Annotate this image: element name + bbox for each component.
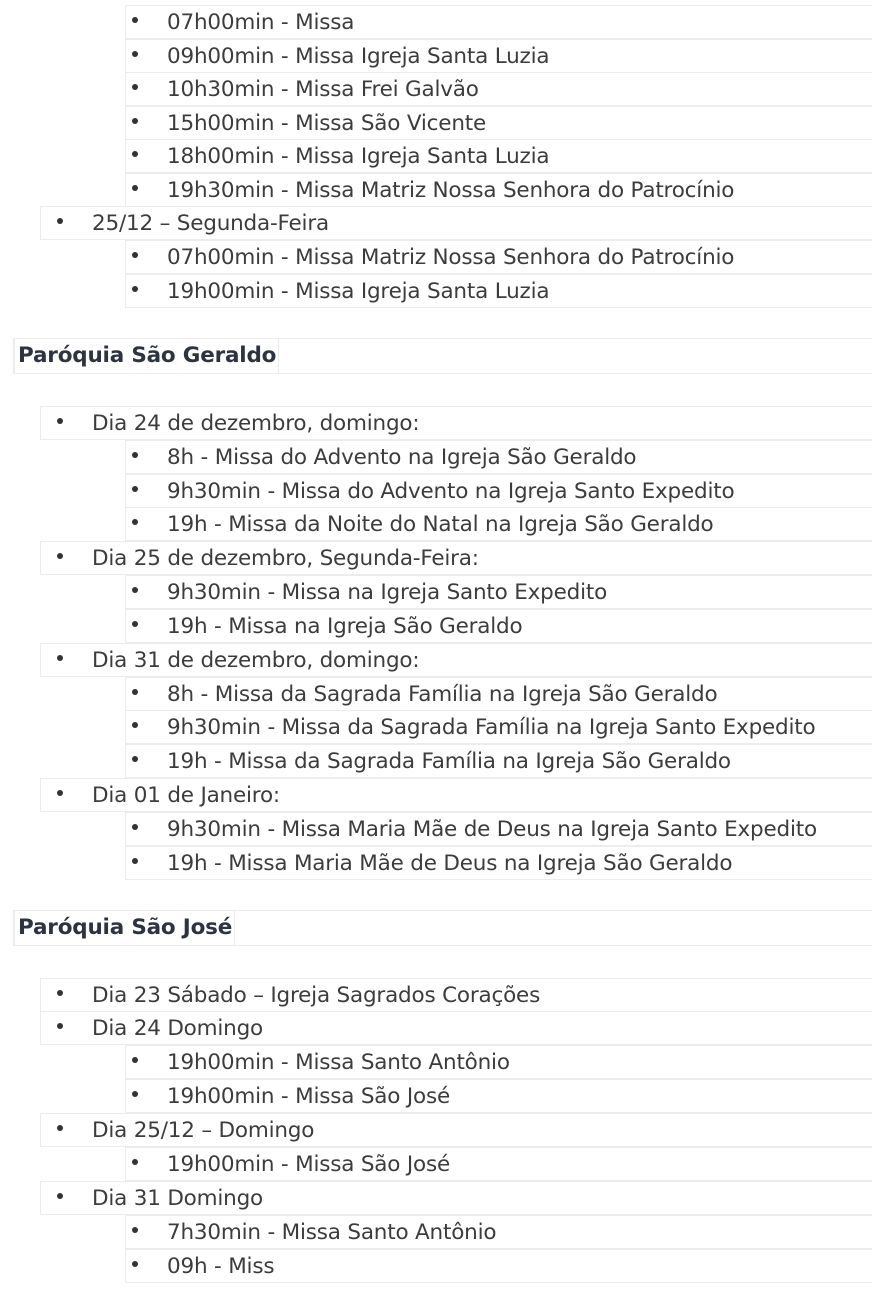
day-item: Dia 31 de dezembro, domingo:	[40, 643, 872, 677]
list-item: 9h30min - Missa do Advento na Igreja Santo Expedito	[125, 474, 872, 508]
list-item: 19h30min - Missa Matriz Nossa Senhora do Patrocínio	[125, 173, 872, 207]
list-item: 8h - Missa do Advento na Igreja São Geraldo	[125, 440, 872, 474]
bullet-icon	[132, 689, 138, 695]
bullet-icon	[57, 655, 63, 661]
day-item: Dia 24 Domingo	[40, 1011, 872, 1045]
bullet-icon	[57, 1125, 63, 1131]
bullet-icon	[57, 1193, 63, 1199]
list-item: 19h - Missa da Sagrada Família na Igreja São Geraldo	[125, 744, 872, 778]
section-heading-sao-jose: Paróquia São José	[13, 910, 872, 946]
bullet-icon	[57, 218, 63, 224]
list-item: 19h - Missa Maria Mãe de Deus na Igreja São Geraldo	[125, 846, 872, 880]
list-item: 8h - Missa da Sagrada Família na Igreja São Geraldo	[125, 677, 872, 711]
bullet-icon	[132, 1091, 138, 1097]
bullet-icon	[132, 1227, 138, 1233]
list-item: 07h00min - Missa Matriz Nossa Senhora do Patrocínio	[125, 240, 872, 274]
list-item: 9h30min - Missa na Igreja Santo Expedito	[125, 575, 872, 609]
bullet-icon	[132, 587, 138, 593]
list-item: 19h00min - Missa Santo Antônio	[125, 1045, 872, 1079]
list-item: 9h30min - Missa Maria Mãe de Deus na Igreja Santo Expedito	[125, 812, 872, 846]
bullet-icon	[132, 185, 138, 191]
list-item: 19h - Missa da Noite do Natal na Igreja São Geraldo	[125, 507, 872, 541]
list-item: 15h00min - Missa São Vicente	[125, 106, 872, 140]
bullet-icon	[132, 1261, 138, 1267]
list-item: 18h00min - Missa Igreja Santa Luzia	[125, 139, 872, 173]
bullet-icon	[132, 286, 138, 292]
list-item: 09h - Miss	[125, 1249, 872, 1283]
bullet-icon	[57, 790, 63, 796]
list-item: 07h00min - Missa	[125, 5, 872, 39]
bullet-icon	[132, 621, 138, 627]
list-item: 10h30min - Missa Frei Galvão	[125, 72, 872, 106]
list-item: 09h00min - Missa Igreja Santa Luzia	[125, 39, 872, 73]
list-item: 19h - Missa na Igreja São Geraldo	[125, 609, 872, 643]
bullet-icon	[132, 824, 138, 830]
list-item: 7h30min - Missa Santo Antônio	[125, 1215, 872, 1249]
day-item: Dia 31 Domingo	[40, 1181, 872, 1215]
day-item: Dia 24 de dezembro, domingo:	[40, 406, 872, 440]
list-item: 19h00min - Missa São José	[125, 1147, 872, 1181]
list-item: 19h00min - Missa Igreja Santa Luzia	[125, 274, 872, 308]
bullet-icon	[132, 519, 138, 525]
bullet-icon	[132, 151, 138, 157]
bullet-icon	[132, 1057, 138, 1063]
bullet-icon	[132, 1159, 138, 1165]
bullet-icon	[132, 17, 138, 23]
bullet-icon	[132, 252, 138, 258]
bullet-icon	[132, 858, 138, 864]
bullet-icon	[57, 418, 63, 424]
day-item: Dia 23 Sábado – Igreja Sagrados Corações	[40, 978, 872, 1012]
bullet-icon	[132, 486, 138, 492]
section-heading-sao-geraldo: Paróquia São Geraldo	[13, 338, 872, 374]
bullet-icon	[132, 722, 138, 728]
bullet-icon	[57, 990, 63, 996]
bullet-icon	[132, 51, 138, 57]
bullet-icon	[132, 452, 138, 458]
list-item: 19h00min - Missa São José	[125, 1079, 872, 1113]
day-item: Dia 01 de Janeiro:	[40, 778, 872, 812]
bullet-icon	[57, 1023, 63, 1029]
bullet-icon	[132, 84, 138, 90]
list-item: 9h30min - Missa da Sagrada Família na Igreja Santo Expedito	[125, 710, 872, 744]
bullet-icon	[132, 756, 138, 762]
day-item: 25/12 – Segunda-Feira	[40, 206, 872, 240]
day-item: Dia 25/12 – Domingo	[40, 1113, 872, 1147]
bullet-icon	[57, 553, 63, 559]
bullet-icon	[132, 118, 138, 124]
day-item: Dia 25 de dezembro, Segunda-Feira:	[40, 541, 872, 575]
